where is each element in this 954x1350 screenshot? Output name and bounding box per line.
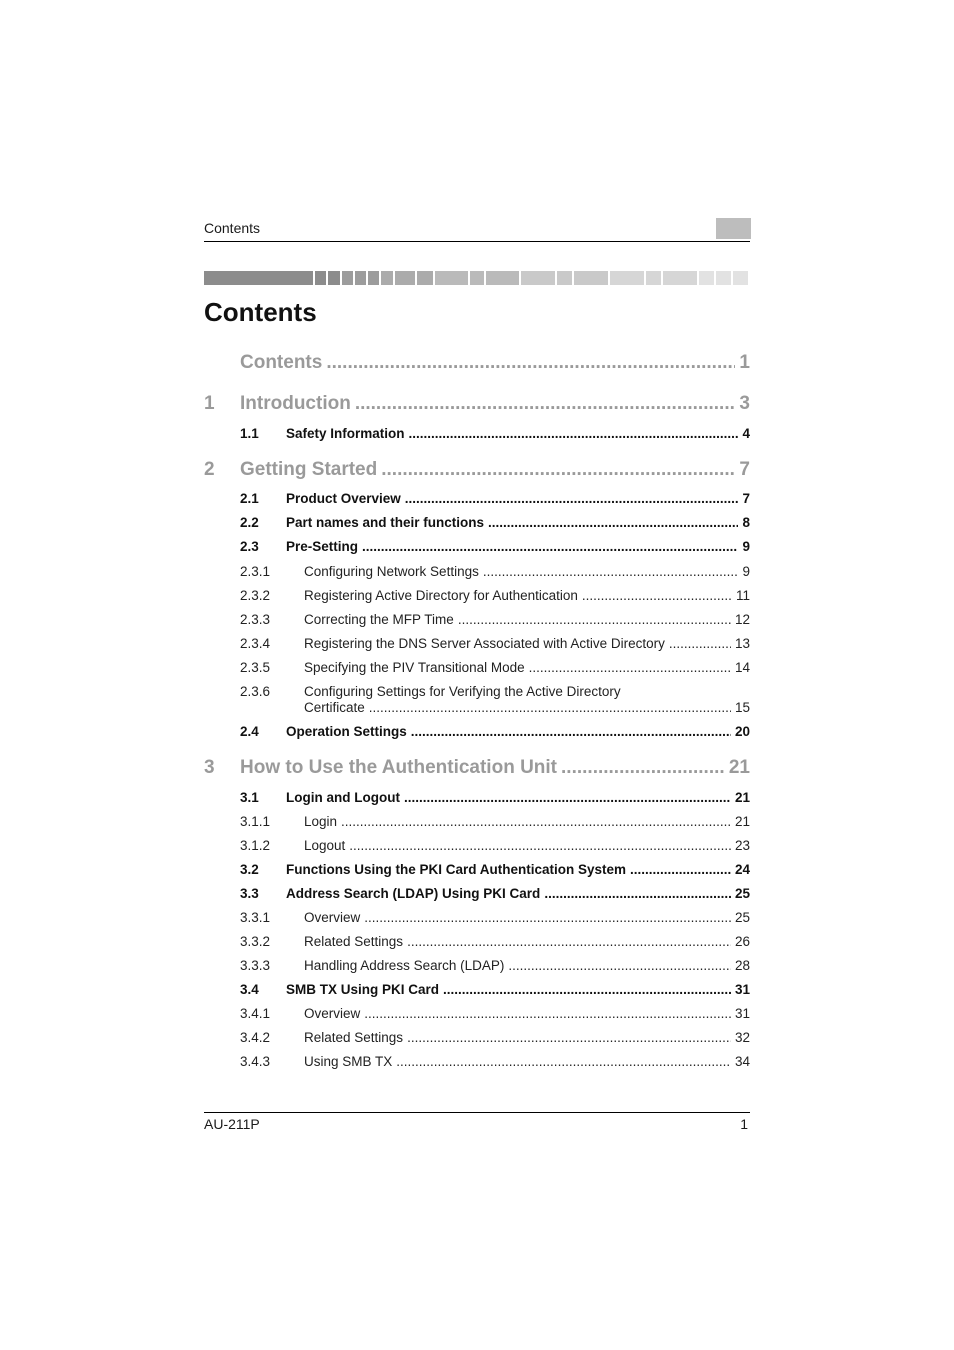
- toc-entry-title: Registering Active Directory for Authentication: [304, 588, 578, 603]
- toc-entry-page: 32: [734, 1030, 750, 1045]
- toc-entry-page: 1: [739, 352, 750, 373]
- stripe-segment: [342, 271, 353, 285]
- toc-entry-title: Configuring Network Settings: [304, 564, 479, 579]
- toc-entry-page: 26: [734, 934, 750, 949]
- toc-entry-title: Operation Settings: [286, 724, 407, 739]
- toc-leader-dots: [483, 564, 739, 579]
- toc-entry-number: 2.4: [240, 724, 259, 739]
- stripe-segment: [470, 271, 483, 285]
- toc-entry-number: 3.1: [240, 790, 259, 805]
- toc-entry-number: 3.3: [240, 886, 259, 901]
- toc-entry-page: 12: [734, 612, 750, 627]
- stripe-segment: [521, 271, 555, 285]
- toc-leader-dots: [443, 982, 731, 997]
- stripe-segment: [417, 271, 432, 285]
- stripe-segment: [557, 271, 572, 285]
- toc-entry-page: 7: [742, 491, 750, 506]
- toc-leader-dots: [341, 814, 731, 829]
- stripe-segment: [381, 271, 392, 285]
- toc-entry-number: 2.3.6: [240, 684, 271, 699]
- toc-entry-page: 7: [739, 459, 750, 480]
- toc-leader-dots: [561, 757, 725, 779]
- toc-entry-page: 13: [734, 636, 750, 651]
- stripe-segment: [355, 271, 366, 285]
- toc-entry-title: Correcting the MFP Time: [304, 612, 454, 627]
- stripe-segment: [574, 271, 608, 285]
- toc-entry-title: Overview: [304, 910, 361, 925]
- page-title: Contents: [204, 297, 317, 327]
- toc-entry-page: 25: [734, 886, 750, 901]
- toc-entry-number: 3.3.2: [240, 934, 271, 949]
- toc-entry-title: Handling Address Search (LDAP): [304, 958, 505, 973]
- toc-entry-title: Contents: [240, 352, 323, 373]
- toc-entry-title: Safety Information: [286, 426, 405, 441]
- toc-entry-page: 20: [734, 724, 750, 739]
- toc-entry-title: Logout: [304, 838, 346, 853]
- toc-entry-title: Product Overview: [286, 491, 401, 506]
- toc-leader-dots: [381, 459, 735, 481]
- toc-entry-number: 3.4.1: [240, 1006, 271, 1021]
- stripe-segment: [699, 271, 714, 285]
- toc-leader-dots: [409, 426, 739, 441]
- toc-leader-dots: [407, 1030, 731, 1045]
- toc-entry-title: Related Settings: [304, 1030, 404, 1045]
- toc-entry-title: Address Search (LDAP) Using PKI Card: [286, 886, 541, 901]
- toc-leader-dots: [369, 700, 731, 715]
- toc-leader-dots: [404, 790, 731, 805]
- stripe-segment: [486, 271, 520, 285]
- toc-entry-title: Login and Logout: [286, 790, 400, 805]
- toc-entry-page: 9: [742, 539, 750, 554]
- toc-leader-dots: [544, 886, 731, 901]
- toc-entry-page: 9: [742, 564, 750, 579]
- toc-entry-number: 2.3.5: [240, 660, 271, 675]
- toc-leader-dots: [326, 352, 735, 374]
- toc-leader-dots: [458, 612, 731, 627]
- toc-entry-page: 34: [734, 1054, 750, 1069]
- toc-entry-number: 3.3.1: [240, 910, 271, 925]
- toc-entry-page: 21: [734, 814, 750, 829]
- stripe-segment: [435, 271, 469, 285]
- toc-entry-page: 23: [734, 838, 750, 853]
- toc-entry-title: Related Settings: [304, 934, 404, 949]
- footer-page-number: 1: [740, 1116, 748, 1132]
- toc-entry-number: 2.2: [240, 515, 259, 530]
- toc-leader-dots: [582, 588, 732, 603]
- toc-entry-title: Login: [304, 814, 338, 829]
- toc-entry-page: 31: [734, 982, 750, 997]
- footer-product-name: AU-211P: [204, 1116, 260, 1132]
- toc-entry-title: How to Use the Authentication Unit: [240, 757, 558, 778]
- toc-entry-number: 3.4: [240, 982, 259, 997]
- toc-entry-number: 2.3.2: [240, 588, 271, 603]
- toc-leader-dots: [529, 660, 731, 675]
- stripe-segment: [646, 271, 661, 285]
- toc-leader-dots: [364, 1006, 731, 1021]
- toc-entry-title: Introduction: [240, 393, 351, 414]
- decorative-stripe-bar: [204, 271, 750, 285]
- toc-leader-dots: [405, 491, 739, 506]
- toc-entry-title: Getting Started: [240, 459, 378, 480]
- toc-leader-dots: [407, 934, 731, 949]
- toc-entry-page: 14: [734, 660, 750, 675]
- toc-entry-number: 2.3.3: [240, 612, 271, 627]
- toc-entry-page: 24: [734, 862, 750, 877]
- toc-entry-page: 21: [734, 790, 750, 805]
- toc-entry-number: 3.4.3: [240, 1054, 271, 1069]
- toc-entry-number: 3: [204, 757, 215, 778]
- stripe-segment: [368, 271, 379, 285]
- header-rule: [204, 241, 750, 242]
- toc-entry-page: 15: [734, 700, 750, 715]
- toc-entry-title: Functions Using the PKI Card Authentication System: [286, 862, 627, 877]
- stripe-segment: [328, 271, 339, 285]
- toc-entry-title: Using SMB TX: [304, 1054, 393, 1069]
- toc-entry-page: 25: [734, 910, 750, 925]
- toc-entry-page: 8: [742, 515, 750, 530]
- stripe-segment: [716, 271, 731, 285]
- toc-entry-number: 2.1: [240, 491, 259, 506]
- header-tab-marker: [716, 218, 751, 239]
- toc-entry-title-line2: Certificate: [304, 700, 365, 715]
- toc-entry-number: 2.3.1: [240, 564, 271, 579]
- toc-entry-number: 1.1: [240, 426, 259, 441]
- toc-entry-page: 3: [739, 393, 750, 414]
- toc-entry-number: 1: [204, 393, 215, 414]
- footer-rule: [204, 1112, 750, 1113]
- toc-entry-number: 3.4.2: [240, 1030, 271, 1045]
- stripe-segment: [663, 271, 697, 285]
- toc-leader-dots: [508, 958, 731, 973]
- stripe-segment: [733, 271, 748, 285]
- toc-entry-title: Registering the DNS Server Associated with Active Directory: [304, 636, 665, 651]
- toc-entry-number: 3.2: [240, 862, 259, 877]
- toc-leader-dots: [630, 862, 731, 877]
- toc-leader-dots: [362, 539, 738, 554]
- toc-entry-title: Overview: [304, 1006, 361, 1021]
- toc-entry-page: 21: [728, 757, 750, 778]
- toc-entry-title-line1: Configuring Settings for Verifying the Active Directory: [304, 684, 621, 699]
- stripe-segment: [395, 271, 416, 285]
- toc-entry-number: 3.1.1: [240, 814, 271, 829]
- toc-entry-title: Pre-Setting: [286, 539, 359, 554]
- toc-entry-page: 28: [734, 958, 750, 973]
- toc-leader-dots: [396, 1054, 731, 1069]
- toc-entry-number: 3.3.3: [240, 958, 271, 973]
- toc-leader-dots: [411, 724, 731, 739]
- toc-entry-page: 11: [735, 588, 750, 603]
- toc-entry-page: 31: [734, 1006, 750, 1021]
- toc-entry-page: 4: [742, 426, 750, 441]
- toc-entry-number: 2: [204, 459, 215, 480]
- toc-entry-title: SMB TX Using PKI Card: [286, 982, 440, 997]
- toc-entry-number: 2.3: [240, 539, 259, 554]
- toc-leader-dots: [364, 910, 731, 925]
- stripe-segment: [204, 271, 313, 285]
- stripe-segment: [315, 271, 326, 285]
- toc-entry-title: Part names and their functions: [286, 515, 485, 530]
- toc-entry-title: Specifying the PIV Transitional Mode: [304, 660, 525, 675]
- running-header: Contents: [204, 220, 261, 236]
- toc-leader-dots: [488, 515, 738, 530]
- toc-leader-dots: [669, 636, 731, 651]
- toc-entry-number: 3.1.2: [240, 838, 271, 853]
- toc-leader-dots: [349, 838, 731, 853]
- stripe-segment: [610, 271, 644, 285]
- toc-leader-dots: [355, 393, 736, 415]
- toc-entry-number: 2.3.4: [240, 636, 271, 651]
